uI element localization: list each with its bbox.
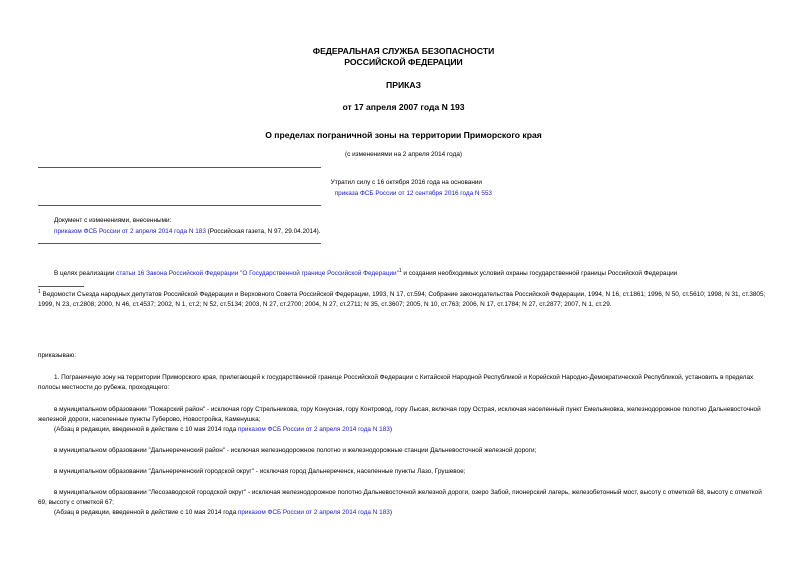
footnote-ref[interactable]: 1 — [398, 268, 402, 274]
expired-status-link[interactable]: приказа ФСБ России от 12 сентября 2016 года N 553 — [334, 190, 492, 197]
item-1: 1. Пограничную зону на территории Приморского края, прилегающей к государственной границе Российской Федерации с Китайской Народной Республикой и Корейской Народно-Демократической Республикой, установить в пределах полосы местности до рубежа, проходящего: — [38, 374, 754, 391]
divider — [38, 205, 321, 206]
district-paragraph: в муниципальном образовании "Пожарский район" - исключая гору Стрельникова, гору Конусная, гору Контровод, гору Лысая, включая гору Острая, исключая населенный пункт Емельяновка, железнодорожное полотно Дальневосточной железной дороги, населенные пункты Губерово, Новостройка, Каменушка; — [38, 406, 761, 423]
divider — [38, 243, 321, 244]
preamble — [54, 266, 677, 279]
document-title: О пределах пограничной зоны на территории Приморского края — [265, 130, 542, 140]
amendment-note-text: (Абзац в редакции, введенной в действие с 10 мая 2014 года — [54, 426, 238, 433]
amendments-note: (с изменениями на 2 апреля 2014 года) — [345, 151, 462, 158]
changes-source: (Российская газета, N 97, 29.04.2014). — [205, 228, 321, 235]
expired-status-text: Утратил силу с 16 октября 2016 года на основании — [330, 179, 482, 186]
district-paragraph: в муниципальном образовании "Дальнереченский район" - исключая железнодорожное полотно и железнодорожные станции Дальневосточной железной дороги; — [54, 447, 537, 454]
agency-name-line1: ФЕДЕРАЛЬНАЯ СЛУЖБА БЕЗОПАСНОСТИ — [312, 46, 495, 56]
footnote-text: Ведомости Съезда народных депутатов Российской Федерации и Верховного Совета Российской Федерации, 1993, N 17, ст.594; Собрание законодательства Российской Федерации, 1994, N 16, ст.1861; 1996, N 50, ст.5610; 1998, N 31, ст.3805; 1999, N 23, ст.2808; 2000, N 46, ст.4537; 2002, N 1, ст.2; N 52, ст.5134; 2003, N 27, ст.2700; 2004, N 27, ст.2711; N 35, ст.3607; 2005, N 10, ст.763; 2006, N 17, ст.1784; N 27, ст.2877; 2007, N 1, ст.29. — [38, 291, 766, 309]
amendment-note-link[interactable]: приказом ФСБ России от 2 апреля 2014 года N 183 — [237, 509, 390, 516]
amendment-note-link[interactable]: приказом ФСБ России от 2 апреля 2014 года N 183 — [237, 426, 390, 433]
amendment-note — [54, 508, 392, 518]
footnote-mark: 1 — [38, 289, 41, 295]
document-type: ПРИКАЗ — [386, 80, 421, 90]
document-date: от 17 апреля 2007 года N 193 — [342, 102, 465, 112]
footnote — [38, 287, 768, 310]
divider — [38, 167, 321, 168]
changes-link[interactable]: приказом ФСБ России от 2 апреля 2014 года N 183 — [54, 228, 206, 235]
preamble-text-before: В целях реализации — [54, 270, 117, 278]
district-paragraph: в муниципальном образовании "Дальнереченский городской округ" - исключая город Дальнереченск, населенные пункты Лазо, Грушевое; — [54, 468, 466, 475]
district-paragraph: в муниципальном образовании "Лесозаводской городской округ" - исключая железнодорожное полотно Дальневосточной железной дороги, озеро Забой, пионерский лагерь, железобетонный мост, высоту с отметкой 68, высоту с отметкой 69, высоту с отметкой 67; — [38, 489, 762, 506]
preamble-text-after: и создания необходимых условий охраны государственной границы Российской Федерации — [401, 270, 678, 278]
amendment-note-text: (Абзац в редакции, введенной в действие с 10 мая 2014 года — [54, 509, 238, 516]
amendment-note-end: ) — [389, 509, 392, 516]
order-word: приказываю: — [38, 352, 76, 359]
changes-label: Документ с изменениями, внесенными: — [54, 217, 172, 224]
amendment-note — [54, 425, 392, 435]
changes-line — [54, 227, 321, 237]
agency-name-line2: РОССИЙСКОЙ ФЕДЕРАЦИИ — [344, 57, 463, 67]
law-link[interactable]: статьи 16 Закона Российской Федерации "О Государственной границе Российской Федерации" — [116, 270, 399, 278]
amendment-note-end: ) — [389, 426, 392, 433]
